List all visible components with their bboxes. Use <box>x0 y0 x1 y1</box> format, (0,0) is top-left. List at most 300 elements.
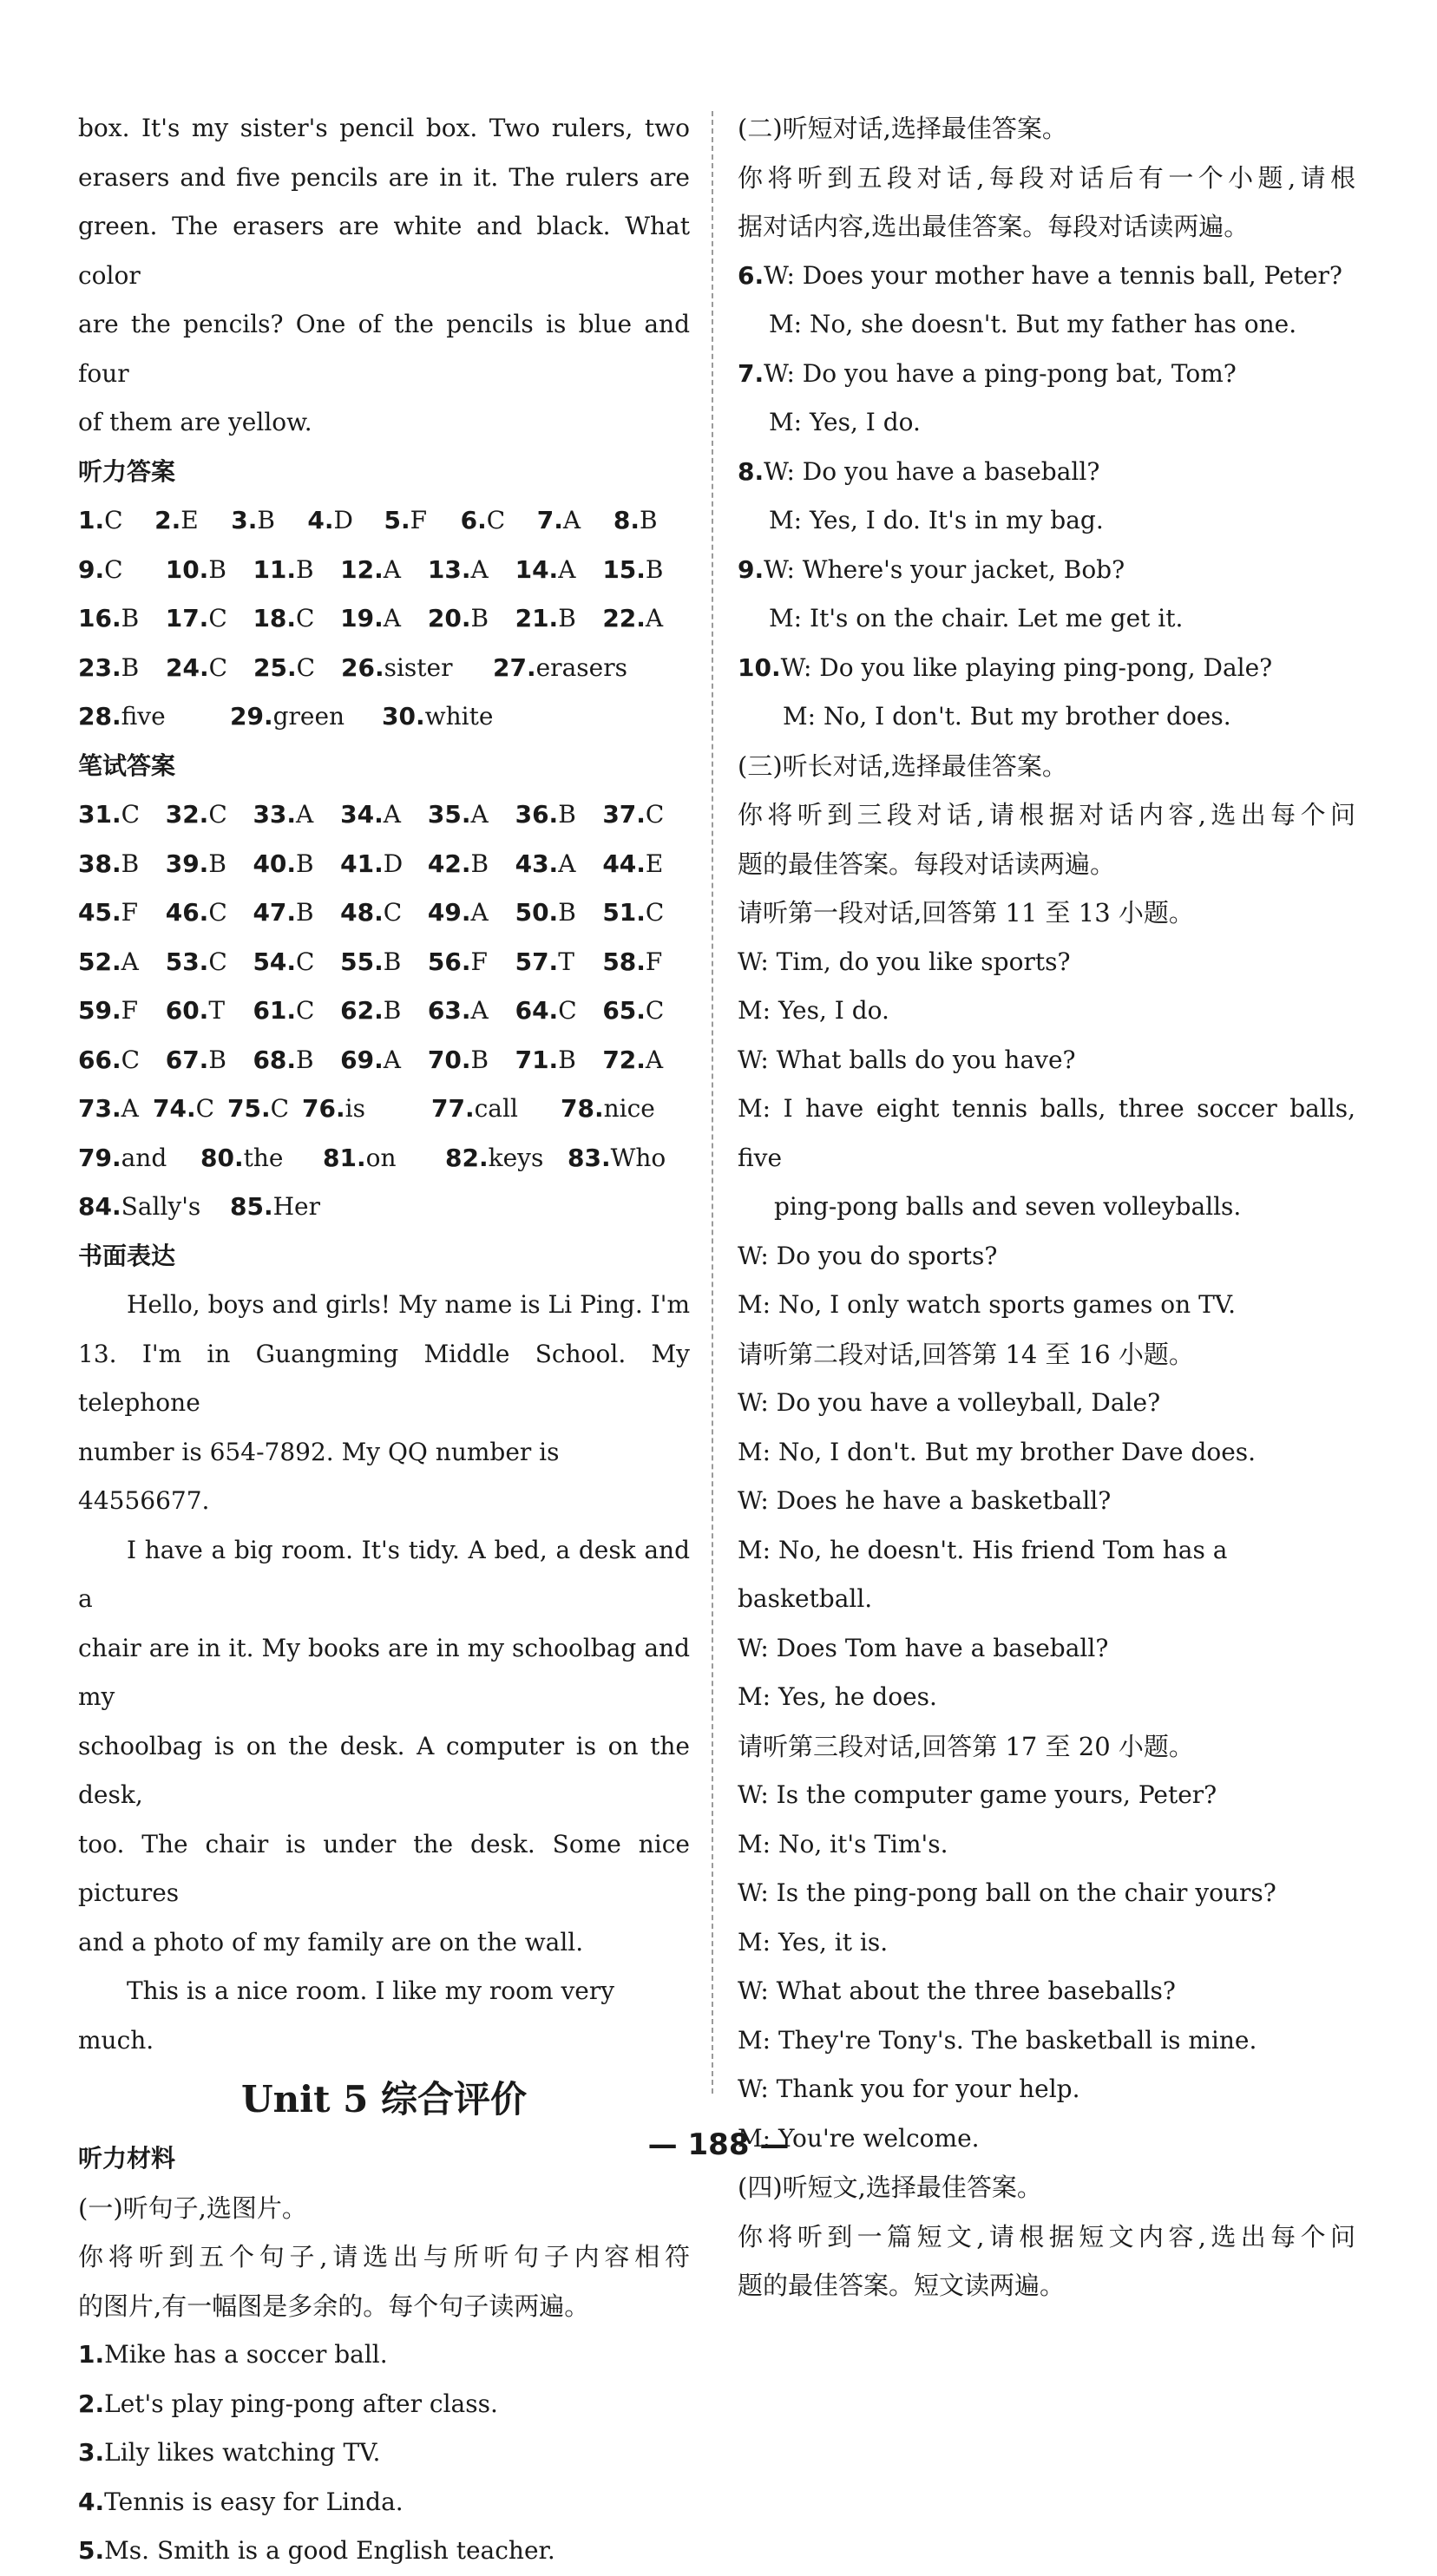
answer-row <box>78 692 690 742</box>
sentence-item <box>78 2330 690 2380</box>
answer-item <box>253 644 341 693</box>
answer-number: 4. <box>307 506 334 534</box>
answer-number: 45. <box>78 898 121 927</box>
answer-item <box>253 546 340 595</box>
answer-value: B <box>558 800 576 829</box>
dialogue-line: W: What about the three baseballs? <box>738 1976 1176 2005</box>
answer-item <box>166 986 253 1036</box>
dialogue-question <box>738 644 1355 693</box>
dialogue-3 <box>738 1771 1355 2163</box>
answer-item <box>230 692 382 742</box>
answer-item <box>382 692 534 742</box>
answer-item <box>78 1085 153 1134</box>
answer-item <box>537 496 614 546</box>
answer-value: E <box>180 506 199 534</box>
answer-item <box>515 986 603 1036</box>
text-line: are the pencils? One of the pencils is blue and four <box>78 310 690 388</box>
answer-item <box>253 888 340 938</box>
answer-number: 12. <box>340 554 384 584</box>
answer-value: C <box>383 898 403 927</box>
part2-title: (二)听短对话,选择最佳答案。 <box>738 114 1067 143</box>
answer-value: C <box>208 800 227 829</box>
answer-item <box>602 986 690 1036</box>
answer-item <box>253 790 340 840</box>
answer-value: A <box>562 506 581 534</box>
answer-item <box>253 840 340 889</box>
answer-value: C <box>104 554 123 584</box>
answer-row <box>78 496 690 546</box>
answer-value: B <box>296 849 314 878</box>
answer-item <box>602 1036 690 1085</box>
answer-value: Her <box>272 1192 320 1221</box>
answer-value: C <box>296 996 315 1025</box>
answer-item <box>340 1036 428 1085</box>
answer-number: 85. <box>230 1192 273 1221</box>
listening-answers <box>78 496 690 742</box>
answer-number: 10. <box>165 554 209 584</box>
answer-number: 68. <box>253 1045 297 1074</box>
answer-item <box>253 986 340 1036</box>
dialogue-line: M: No, it's Tim's. <box>738 1829 948 1858</box>
answer-item <box>340 790 428 840</box>
answer-item <box>602 594 690 644</box>
answer-value: F <box>645 947 663 976</box>
answer-number: 6. <box>460 506 487 534</box>
answer-number: 15. <box>602 554 646 584</box>
dialogue-response: M: It's on the chair. Let me get it. <box>769 604 1184 633</box>
answer-item <box>340 594 428 644</box>
answer-item <box>253 594 340 644</box>
dialogue-response: M: No, she doesn't. But my father has one. <box>769 310 1297 338</box>
answer-item <box>493 644 645 693</box>
answer-value: nice <box>603 1094 655 1123</box>
dialogue-question <box>738 252 1355 301</box>
answer-item <box>428 546 515 595</box>
answer-value: C <box>208 652 228 682</box>
answer-number: 35. <box>427 800 471 829</box>
answer-value: keys <box>488 1143 544 1172</box>
part2-items <box>738 252 1355 742</box>
part1-title: (一)听句子,选图片。 <box>78 2193 307 2223</box>
answer-number: 30. <box>382 702 425 731</box>
answer-value: C <box>296 652 316 682</box>
writing-line: I have a big room. It's tidy. A bed, a desk and a <box>78 1535 690 1613</box>
answer-value: A <box>383 604 401 633</box>
answer-item <box>428 594 515 644</box>
right-column <box>738 104 1355 2311</box>
answer-item <box>515 888 603 938</box>
answer-item <box>384 496 461 546</box>
answer-item <box>227 1085 302 1134</box>
answer-value: F <box>410 506 428 534</box>
answer-item <box>341 644 493 693</box>
part4-instruction-line: 你将听到一篇短文,请根据短文内容,选出每个问 <box>738 2221 1355 2252</box>
answer-number: 61. <box>253 996 297 1025</box>
answer-number: 50. <box>515 898 559 927</box>
answer-item <box>78 840 166 889</box>
answer-item <box>323 1134 445 1183</box>
answer-item <box>302 1085 431 1134</box>
answer-item <box>166 1036 253 1085</box>
answer-number: 66. <box>78 1045 121 1074</box>
answer-number: 31. <box>78 800 121 829</box>
dialogue-line: W: Do you like playing ping-pong, Dale? <box>780 652 1273 682</box>
answer-number: 58. <box>602 947 646 976</box>
answer-item <box>515 840 603 889</box>
answer-value: five <box>121 702 166 731</box>
dialogue-question <box>738 448 1355 497</box>
answer-value: green <box>272 702 345 731</box>
answer-value: C <box>486 506 506 534</box>
writing-line: and a photo of my family are on the wall. <box>78 1927 584 1957</box>
part1-instruction-line: 你将听到五个句子,请选出与所听句子内容相符 <box>78 2242 690 2271</box>
answer-value: B <box>558 1045 576 1074</box>
writing-heading: 书面表达 <box>78 1241 176 1270</box>
answer-item <box>78 1183 230 1232</box>
answer-item <box>78 1134 200 1183</box>
part4-instruction-line: 题的最佳答案。短文读两遍。 <box>738 2271 1066 2300</box>
answer-item <box>515 594 603 644</box>
answer-item <box>166 840 253 889</box>
answer-number: 2. <box>154 506 181 534</box>
answer-value: erasers <box>535 652 627 682</box>
written-answers-heading: 笔试答案 <box>78 751 176 780</box>
dialogue-line: W: Do you have a volleyball, Dale? <box>738 1388 1161 1417</box>
answer-item <box>340 840 428 889</box>
answer-value: A <box>470 898 489 927</box>
answer-value: C <box>208 898 227 927</box>
item-text: Ms. Smith is a good English teacher. <box>104 2536 555 2565</box>
answer-item <box>614 496 690 546</box>
answer-value: B <box>208 554 226 584</box>
answer-item <box>602 888 690 938</box>
answer-number: 81. <box>323 1143 366 1172</box>
answer-item <box>515 790 603 840</box>
dialogue-line: W: Does he have a basketball? <box>738 1486 1112 1515</box>
answer-value: A <box>470 996 489 1025</box>
answer-item <box>166 546 253 595</box>
dialogue1-title: 请听第一段对话,回答第 11 至 13 小题。 <box>738 898 1194 927</box>
dialogue-response: M: No, I don't. But my brother does. <box>783 702 1231 731</box>
answer-number: 84. <box>78 1192 121 1221</box>
answer-value: B <box>558 604 576 633</box>
answer-item <box>602 938 690 987</box>
dialogue-line: M: No, I only watch sports games on TV. <box>738 1290 1236 1319</box>
answer-value: and <box>121 1143 167 1172</box>
answer-number: 42. <box>427 849 471 878</box>
answer-number: 40. <box>253 849 297 878</box>
text-line: green. The erasers are white and black. What color <box>78 212 690 290</box>
answer-number: 34. <box>340 800 384 829</box>
answer-item <box>340 938 428 987</box>
answer-value: D <box>383 849 404 878</box>
answer-item <box>428 986 515 1036</box>
dialogue-line: W: Thank you for your help. <box>738 2075 1080 2103</box>
answer-number: 67. <box>165 1045 209 1074</box>
answer-value: F <box>470 947 488 976</box>
answer-number: 64. <box>515 996 559 1025</box>
answer-number: 62. <box>340 996 384 1025</box>
item-text: Tennis is easy for Linda. <box>104 2487 404 2516</box>
answer-item <box>78 888 166 938</box>
text-line: box. It's my sister's pencil box. Two rulers, two <box>78 114 690 142</box>
answer-row <box>78 546 690 595</box>
answer-item <box>231 496 307 546</box>
written-answers <box>78 790 690 1232</box>
answer-number: 3. <box>231 506 258 534</box>
listening-answers-heading: 听力答案 <box>78 456 176 486</box>
dialogue-line: W: Do you do sports? <box>738 1241 998 1270</box>
sentence-item <box>78 2380 690 2429</box>
answer-number: 36. <box>515 800 559 829</box>
part3-title: (三)听长对话,选择最佳答案。 <box>738 751 1067 781</box>
answer-item <box>602 790 690 840</box>
part2-instruction-line: 据对话内容,选出最佳答案。每段对话读两遍。 <box>738 212 1250 241</box>
part3-instruction-line: 你将听到三段对话,请根据对话内容,选出每个问 <box>738 800 1355 829</box>
part1-items <box>78 2330 690 2576</box>
item-number: 9. <box>738 554 764 584</box>
answer-number: 37. <box>602 800 646 829</box>
writing-line: Hello, boys and girls! My name is Li Ping. I'm <box>127 1290 690 1319</box>
writing-line: schoolbag is on the desk. A computer is on the desk, <box>78 1731 690 1809</box>
answer-item <box>253 938 340 987</box>
answer-value: B <box>121 849 140 878</box>
answer-value: B <box>470 1045 489 1074</box>
answer-value: B <box>121 604 140 633</box>
answer-number: 21. <box>515 604 559 633</box>
dialogue-line: M: No, he doesn't. His friend Tom has a basketball. <box>738 1535 1228 1613</box>
answer-value: A <box>558 849 576 878</box>
answer-item <box>428 840 515 889</box>
answer-value: C <box>195 1094 215 1123</box>
dialogue-response: M: Yes, I do. It's in my bag. <box>769 506 1104 534</box>
answer-number: 83. <box>568 1143 611 1172</box>
sentence-item <box>78 2478 690 2527</box>
answer-value: T <box>558 947 574 976</box>
dialogue2-title: 请听第二段对话,回答第 14 至 16 小题。 <box>738 1339 1194 1369</box>
answer-number: 47. <box>253 898 297 927</box>
item-number: 10. <box>738 652 781 682</box>
answer-value: C <box>121 800 141 829</box>
answer-value: C <box>121 1045 141 1074</box>
answer-number: 22. <box>602 604 646 633</box>
answer-item <box>428 888 515 938</box>
answer-item <box>253 1036 340 1085</box>
answer-item <box>431 1085 561 1134</box>
answer-value: A <box>558 554 576 584</box>
answer-value: B <box>470 604 489 633</box>
answer-value: F <box>121 898 139 927</box>
answer-item <box>78 938 166 987</box>
dialogue-line: M: No, I don't. But my brother Dave does. <box>738 1437 1257 1466</box>
answer-row <box>78 1183 690 1232</box>
answer-value: T <box>208 996 226 1025</box>
text-line: erasers and five pencils are in it. The rulers are <box>78 162 690 192</box>
answer-row <box>78 986 690 1036</box>
answer-item <box>428 1036 515 1085</box>
answer-value: the <box>243 1143 284 1172</box>
answer-value: C <box>645 898 665 927</box>
answer-row <box>78 1134 690 1183</box>
answer-row <box>78 840 690 889</box>
dialogue-line: W: Is the computer game yours, Peter? <box>738 1780 1217 1809</box>
item-number: 4. <box>78 2487 105 2516</box>
answer-value: A <box>121 1094 139 1123</box>
answer-value: C <box>645 996 665 1025</box>
answer-item <box>340 888 428 938</box>
answer-value: A <box>645 604 664 633</box>
item-number: 8. <box>738 456 764 486</box>
answer-number: 63. <box>427 996 471 1025</box>
answer-value: C <box>208 947 227 976</box>
item-text: Lily likes watching TV. <box>104 2438 381 2467</box>
answer-item <box>78 496 154 546</box>
answer-number: 13. <box>427 554 471 584</box>
dialogue-question <box>738 546 1355 595</box>
item-number: 1. <box>78 2340 105 2369</box>
answer-number: 57. <box>515 947 559 976</box>
answer-value: D <box>333 506 353 534</box>
writing-line: This is a nice room. I like my room very much. <box>78 1976 615 2055</box>
answer-item <box>515 546 603 595</box>
answer-item <box>515 1036 603 1085</box>
dialogue-line: W: Does Tom have a baseball? <box>738 1633 1109 1662</box>
dialogue-line: M: I have eight tennis balls, three soccer balls, five <box>738 1094 1355 1172</box>
answer-item <box>78 644 166 693</box>
answer-number: 52. <box>78 947 121 976</box>
answer-row <box>78 938 690 987</box>
answer-number: 73. <box>78 1094 121 1123</box>
page-number: — 188 — <box>647 2127 790 2162</box>
dialogue-line: M: Yes, it is. <box>738 1927 889 1957</box>
part3-instruction-line: 题的最佳答案。每段对话读两遍。 <box>738 849 1116 879</box>
dialogue-line: M: Yes, I do. <box>738 996 889 1025</box>
answer-number: 70. <box>427 1045 471 1074</box>
answer-item <box>78 986 166 1036</box>
answer-value: C <box>270 1094 290 1123</box>
answer-number: 23. <box>78 652 121 682</box>
answer-value: B <box>208 849 226 878</box>
answer-value: C <box>645 800 665 829</box>
answer-row <box>78 790 690 840</box>
answer-row <box>78 1036 690 1085</box>
answer-value: E <box>645 849 664 878</box>
dialogue-line: W: Is the ping-pong ball on the chair yours? <box>738 1878 1276 1907</box>
answer-number: 82. <box>445 1143 489 1172</box>
answer-item <box>461 496 537 546</box>
answer-value: B <box>208 1045 226 1074</box>
dialogue-line: W: What balls do you have? <box>738 1045 1076 1074</box>
item-number: 3. <box>78 2438 105 2467</box>
dialogue-question <box>738 350 1355 399</box>
answer-number: 71. <box>515 1045 559 1074</box>
answer-item <box>166 888 253 938</box>
answer-value: B <box>296 1045 314 1074</box>
answer-value: F <box>121 996 139 1025</box>
answer-number: 24. <box>166 652 209 682</box>
answer-item <box>78 1036 166 1085</box>
answer-value: A <box>645 1045 664 1074</box>
answer-item <box>154 496 231 546</box>
answer-item <box>445 1134 568 1183</box>
answer-item <box>515 938 603 987</box>
materials-heading: 听力材料 <box>78 2144 176 2173</box>
answer-value: is <box>344 1094 365 1123</box>
answer-item <box>166 644 253 693</box>
answer-number: 39. <box>165 849 209 878</box>
sentence-item <box>78 2429 690 2478</box>
answer-value: A <box>383 800 401 829</box>
answer-number: 1. <box>78 506 105 534</box>
answer-value: A <box>470 800 489 829</box>
answer-item <box>78 790 166 840</box>
answer-value: A <box>296 800 314 829</box>
answer-value: A <box>383 554 401 584</box>
dialogue-line: W: Do you have a ping-pong bat, Tom? <box>764 358 1237 388</box>
answer-item <box>561 1085 690 1134</box>
answer-value: B <box>470 849 489 878</box>
answer-item <box>78 546 166 595</box>
answer-value: C <box>208 604 227 633</box>
dialogue-1 <box>738 938 1355 1330</box>
answer-value: Who <box>610 1143 666 1172</box>
item-number: 5. <box>78 2536 105 2565</box>
answer-item <box>166 938 253 987</box>
answer-number: 65. <box>602 996 646 1025</box>
unit-title: Unit 5 综合评价 <box>241 2078 527 2120</box>
dialogue-2 <box>738 1379 1355 1722</box>
column-divider <box>712 111 713 2094</box>
answer-item <box>153 1085 227 1134</box>
answer-number: 14. <box>515 554 559 584</box>
answer-number: 53. <box>165 947 209 976</box>
dialogue-response: M: Yes, I do. <box>769 408 921 436</box>
answer-number: 9. <box>78 554 105 584</box>
answer-number: 26. <box>341 652 384 682</box>
answer-value: B <box>383 947 402 976</box>
answer-number: 17. <box>165 604 209 633</box>
dialogue-line: W: Tim, do you like sports? <box>738 947 1071 976</box>
answer-number: 51. <box>602 898 646 927</box>
writing-line: number is 654-7892. My QQ number is 44556677. <box>78 1437 560 1515</box>
answer-value: B <box>558 898 576 927</box>
part4-title: (四)听短文,选择最佳答案。 <box>738 2173 1042 2202</box>
answer-number: 44. <box>602 849 646 878</box>
answer-item <box>78 594 166 644</box>
answer-value: Sally's <box>121 1192 201 1221</box>
item-text: Mike has a soccer ball. <box>104 2340 388 2369</box>
answer-number: 19. <box>340 604 384 633</box>
answer-number: 29. <box>230 702 273 731</box>
item-text: Let's play ping-pong after class. <box>104 2389 498 2418</box>
answer-value: C <box>296 947 315 976</box>
dialogue-line: W: Do you have a baseball? <box>764 456 1100 486</box>
answer-number: 78. <box>561 1094 604 1123</box>
answer-value: white <box>424 702 494 731</box>
answer-number: 27. <box>493 652 536 682</box>
answer-value: call <box>474 1094 518 1123</box>
dialogue-line: W: Does your mother have a tennis ball, Peter? <box>764 260 1342 290</box>
answer-item <box>340 986 428 1036</box>
text-line: of them are yellow. <box>78 408 312 436</box>
answer-item <box>166 594 253 644</box>
writing-line: 13. I'm in Guangming Middle School. My telephone <box>78 1339 690 1417</box>
answer-item <box>307 496 384 546</box>
answer-value: B <box>296 554 314 584</box>
dialogue-line: M: Yes, he does. <box>738 1682 937 1711</box>
writing-section <box>78 1281 690 2065</box>
answer-value: C <box>558 996 577 1025</box>
